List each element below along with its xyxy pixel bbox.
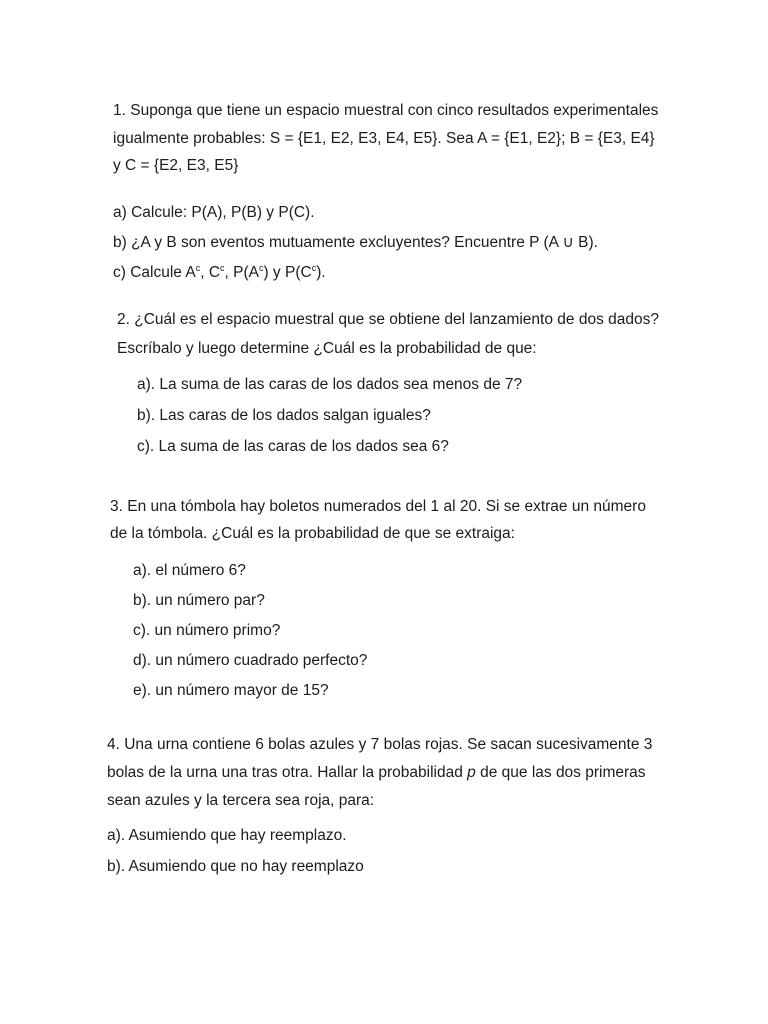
q3-item-b: b). un número par? bbox=[133, 592, 265, 609]
q4-line-2 bbox=[107, 763, 646, 783]
q1-item-c bbox=[113, 263, 326, 283]
complement-superscript: c bbox=[311, 263, 317, 273]
complement-superscript: c bbox=[258, 263, 264, 273]
q3-line-2: de la tómbola. ¿Cuál es la probabilidad de que se extraiga: bbox=[110, 525, 515, 542]
q4-line-1: 4. Una urna contiene 6 bolas azules y 7 bolas rojas. Se sacan sucesivamente 3 bbox=[107, 736, 653, 753]
complement-superscript: c bbox=[195, 263, 201, 273]
q4-item-a: a). Asumiendo que hay reemplazo. bbox=[107, 827, 347, 844]
q2-line-2: Escríbalo y luego determine ¿Cuál es la probabilidad de que: bbox=[117, 340, 537, 357]
q1-item-b: b) ¿A y B son eventos mutuamente excluyentes? Encuentre P (A ∪ B). bbox=[113, 234, 598, 251]
q3-item-d: d). un número cuadrado perfecto? bbox=[133, 652, 368, 669]
q3-item-c: c). un número primo? bbox=[133, 622, 281, 639]
q4-line-2-text: de que las dos primeras bbox=[475, 764, 646, 781]
q1-item-a: a) Calcule: P(A), P(B) y P(C). bbox=[113, 204, 315, 221]
q2-line-1: 2. ¿Cuál es el espacio muestral que se obtiene del lanzamiento de dos dados? bbox=[117, 311, 659, 328]
q1-line-1: 1. Suponga que tiene un espacio muestral con cinco resultados experimentales bbox=[113, 102, 659, 119]
q1-line-2: igualmente probables: S = {E1, E2, E3, E4, E5}. Sea A = {E1, E2}; B = {E3, E4} bbox=[113, 130, 655, 147]
q2-item-b: b). Las caras de los dados salgan iguales? bbox=[137, 407, 431, 424]
complement-superscript: c bbox=[220, 263, 225, 273]
q1-item-c-text: , C bbox=[200, 264, 221, 281]
q3-line-1: 3. En una tómbola hay boletos numerados del 1 al 20. Si se extrae un número bbox=[110, 498, 646, 515]
q1-item-c-text: c) Calcule A bbox=[113, 264, 196, 281]
q2-item-c: c). La suma de las caras de los dados sea 6? bbox=[137, 438, 449, 455]
q1-line-3: y C = {E2, E3, E5} bbox=[113, 157, 239, 174]
q2-item-a: a). La suma de las caras de los dados sea menos de 7? bbox=[137, 376, 523, 393]
q4-line-2-text: bolas de la urna una tras otra. Hallar la probabilidad bbox=[107, 764, 468, 781]
q4-item-b: b). Asumiendo que no hay reemplazo bbox=[107, 858, 364, 875]
q3-item-a: a). el número 6? bbox=[133, 562, 246, 579]
q4-line-3: sean azules y la tercera sea roja, para: bbox=[107, 792, 375, 809]
q3-item-e: e). un número mayor de 15? bbox=[133, 682, 329, 699]
probability-variable: p bbox=[467, 764, 476, 781]
q1-item-c-text: , P(A bbox=[224, 264, 259, 281]
q1-item-c-text: ) y P(C bbox=[263, 264, 312, 281]
q1-item-c-text: ). bbox=[316, 264, 326, 281]
